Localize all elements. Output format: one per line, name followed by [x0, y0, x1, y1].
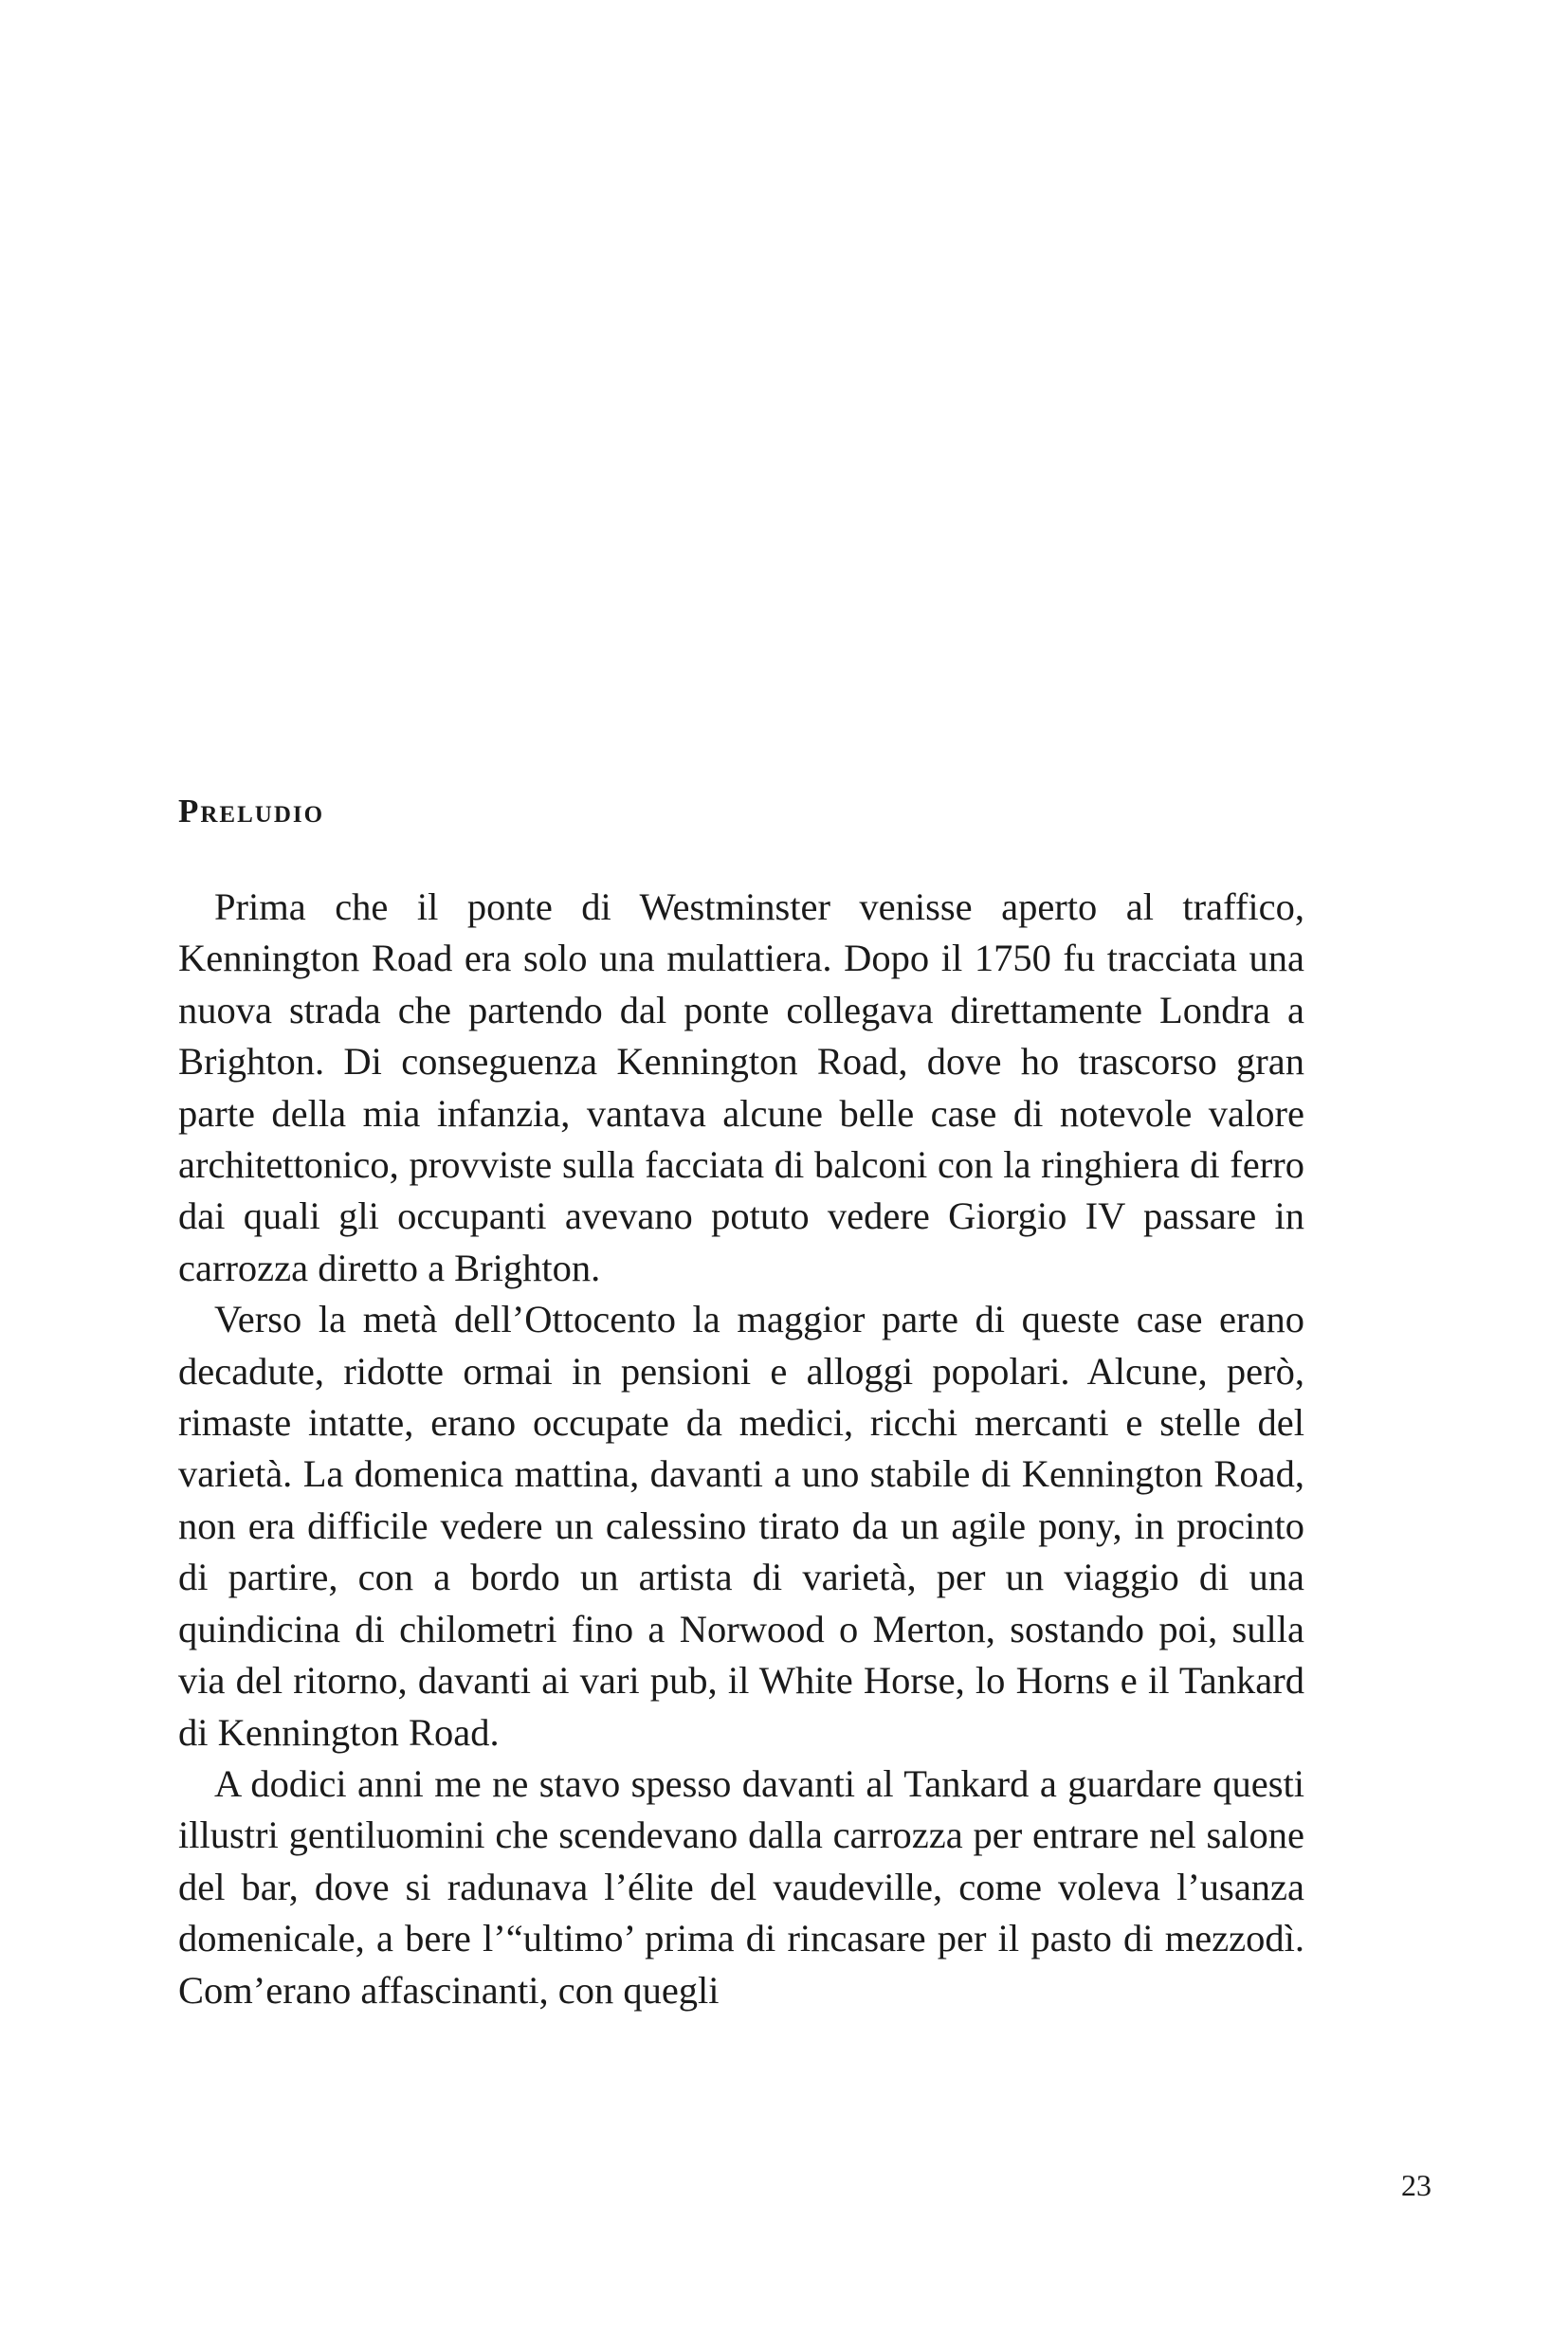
- paragraph-3: A dodici anni me ne stavo spesso davanti al Tankard a guardare questi illustri gentiluomini che scendevano dalla carrozza per entrare nel salone del bar, dove si radunava l’élite del vaudeville, come voleva l’usanza domenicale, a bere l’“ultimo’ prima di rincasare per il pasto di mezzodì. Com’erano affascinanti, con quegli: [178, 1761, 1304, 2012]
- paragraph-1: Prima che il ponte di Westminster venisse aperto al traffico, Kennington Road era solo una mulattiera. Dopo il 1750 fu tracciata una nuova strada che partendo dal ponte collegava direttamente Londra a Brighton. Di conseguenza Kennington Road, dove ho trascorso gran parte della mia infanzia, vantava alcune belle case di notevole valore architettonico, provviste sulla facciata di balconi con la ringhiera di ferro dai quali gli occupanti avevano potuto vedere Giorgio IV passare in carrozza diretto a Brighton.: [178, 885, 1304, 1289]
- chapter-title: Preludio: [178, 793, 325, 829]
- body-text: [178, 882, 1304, 2016]
- page-number: 23: [1401, 2168, 1431, 2202]
- paragraph-2: Verso la metà dell’Ottocento la maggior parte di queste case erano decadute, ridotte ormai in pensioni e alloggi popolari. Alcune, però, rimaste intatte, erano occupate da medici, ricchi mercanti e stelle del varietà. La domenica mattina, davanti a uno stabile di Kennington Road, non era difficile vedere un calessino tirato da un agile pony, in procinto di partire, con a bordo un artista di varietà, per un viaggio di una quindicina di chilometri fino a Norwood o Merton, sostando poi, sulla via del ritorno, davanti ai vari pub, il White Horse, lo Horns e il Tankard di Kennington Road.: [178, 1298, 1304, 1754]
